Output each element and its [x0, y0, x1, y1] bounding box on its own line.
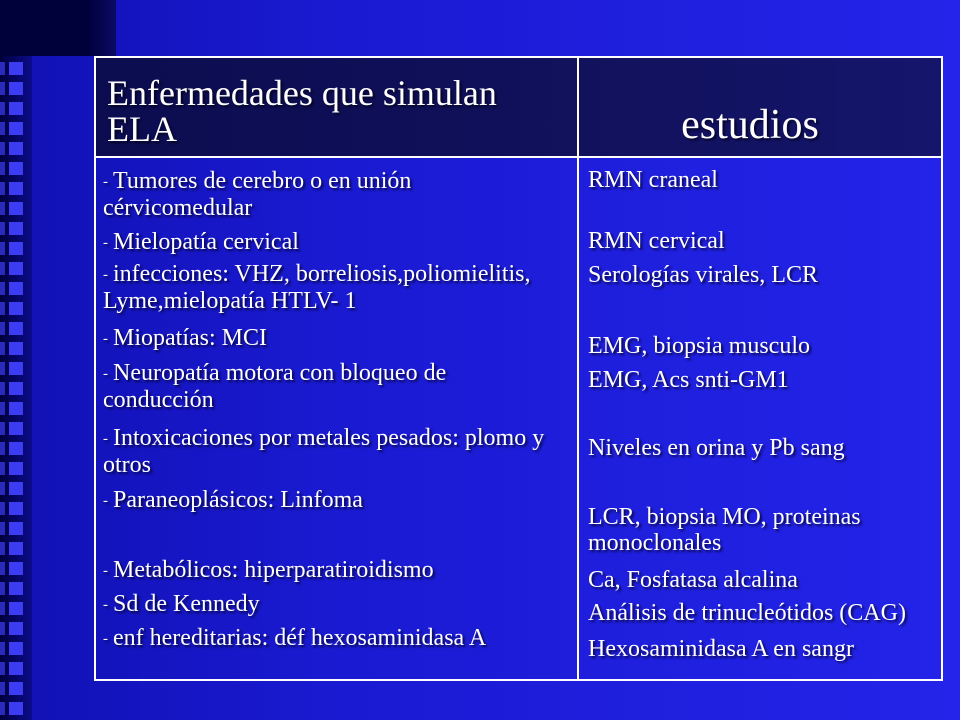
bullet-dash: - [103, 563, 108, 579]
bullet-dash: - [103, 174, 108, 190]
bullet-dash: - [103, 366, 108, 382]
bullet-dash: - [103, 631, 108, 647]
study-item: Serologías virales, LCR [588, 262, 818, 288]
disease-item [103, 591, 555, 618]
disease-item [103, 325, 555, 352]
study-item: EMG, Acs snti-GM1 [588, 367, 789, 393]
study-item: Hexosaminidasa A en sangr [588, 636, 854, 662]
study-item: RMN craneal [588, 167, 718, 193]
bullet-dash: - [103, 235, 108, 251]
disease-text: Miopatías: MCI [113, 325, 267, 351]
disease-item [103, 168, 555, 221]
study-item: Ca, Fosfatasa alcalina [588, 567, 798, 593]
study-item: EMG, biopsia musculo [588, 333, 810, 359]
bullet-dash: - [103, 493, 108, 509]
square-pattern-column [0, 62, 5, 720]
bullet-dash: - [103, 267, 108, 283]
header-diseases-title: Enfermedades que simulan ELA [107, 73, 497, 149]
disease-text: Mielopatía cervical [113, 229, 299, 255]
disease-item [103, 625, 555, 652]
disease-text: Metabólicos: hiperparatiroidismo [113, 557, 434, 583]
comparison-table [94, 56, 943, 681]
study-item: RMN cervical [588, 228, 725, 254]
header-divider [96, 156, 941, 158]
disease-text: Tumores de cerebro o en unión cérvicomedular [103, 168, 412, 221]
disease-text: Neuropatía motora con bloqueo de conducción [103, 360, 447, 413]
disease-item [103, 557, 555, 584]
study-item: Niveles en orina y Pb sang [588, 435, 845, 461]
diseases-cell [96, 158, 577, 679]
study-item: Análisis de trinucleótidos (CAG) [588, 600, 906, 626]
disease-item [103, 425, 555, 478]
disease-text: Intoxicaciones por metales pesados: plomo y otros [103, 425, 545, 478]
header-cell-studies [579, 58, 941, 156]
bullet-dash: - [103, 431, 108, 447]
disease-text: enf hereditarias: déf hexosaminidasa A [113, 625, 487, 651]
disease-text: Paraneoplásicos: Linfoma [113, 487, 363, 513]
corner-decoration [0, 0, 116, 56]
bullet-dash: - [103, 597, 108, 613]
header-cell-diseases [96, 58, 577, 156]
disease-text: infecciones: VHZ, borreliosis,poliomielitis, Lyme,mielopatía HTLV- 1 [103, 261, 531, 314]
disease-item [103, 360, 555, 413]
studies-cell [579, 158, 941, 679]
header-studies-title: estudios [681, 102, 819, 148]
disease-item [103, 487, 555, 514]
study-item: LCR, biopsia MO, proteinas monoclonales [588, 504, 861, 556]
column-divider [577, 58, 579, 679]
disease-text: Sd de Kennedy [113, 591, 260, 617]
square-pattern-column [9, 62, 23, 720]
bullet-dash: - [103, 331, 108, 347]
disease-item [103, 261, 555, 314]
disease-item [103, 229, 555, 256]
